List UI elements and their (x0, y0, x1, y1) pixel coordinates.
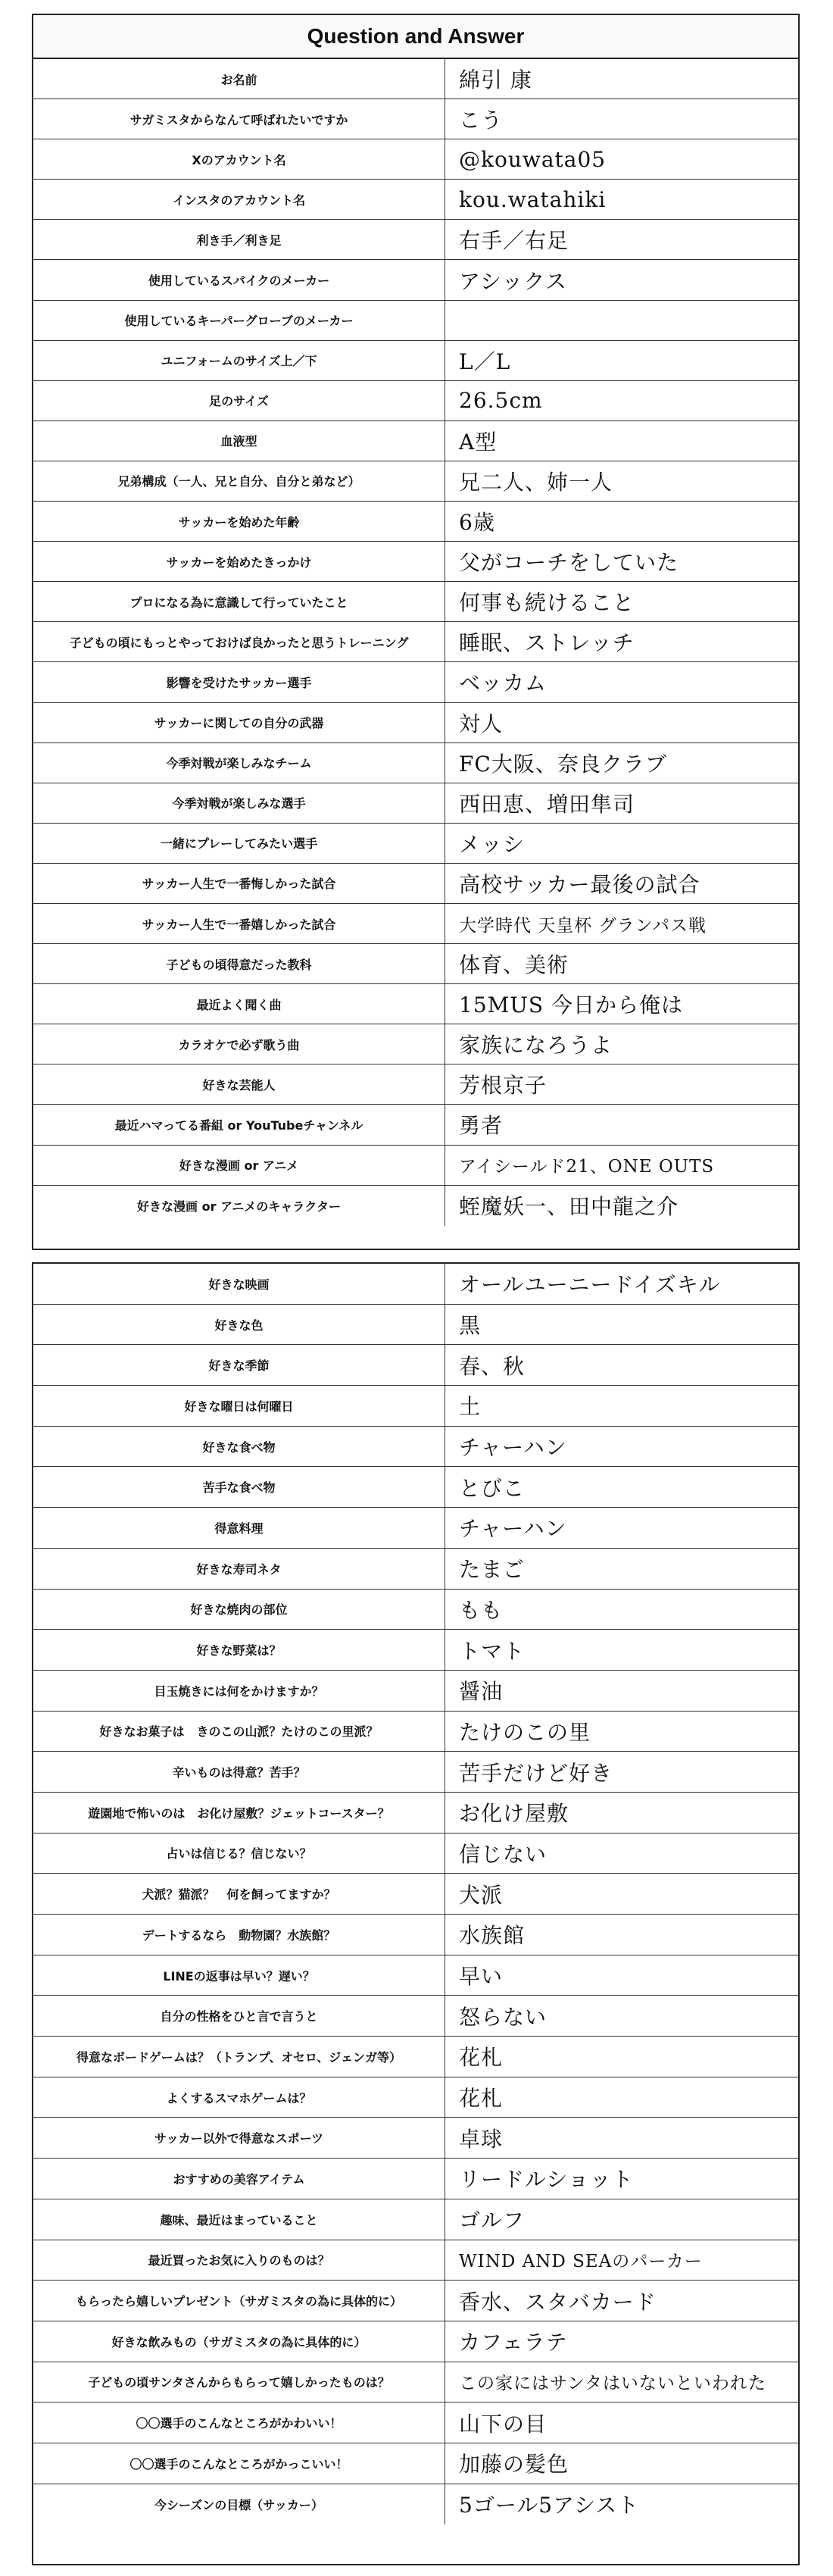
qa-row (33, 421, 798, 461)
qa-row (33, 341, 798, 381)
qa-row (33, 1064, 798, 1105)
question-label: 兄弟構成（一人、兄と自分、自分と弟など） (33, 461, 445, 501)
qa-row (33, 2362, 798, 2403)
qa-row (33, 1630, 798, 1671)
answer-text: A型 (459, 429, 498, 455)
answer-text: 大学時代 天皇杯 グランパス戦 (459, 915, 707, 936)
answer-text: 西田恵、増田隼司 (459, 791, 635, 817)
qa-row (33, 1386, 798, 1427)
question-label: 自分の性格をひと言で言うと (33, 1996, 445, 2036)
qa-row (33, 260, 798, 300)
question-label: サッカーを始めた年齢 (33, 502, 445, 541)
qa-row (33, 1264, 798, 1305)
question-label: 足のサイズ (33, 381, 445, 420)
answer-text: 香水、スタバカード (459, 2289, 657, 2315)
question-label: 最近買ったお気に入りのものは？ (33, 2240, 445, 2281)
qa-row (33, 984, 798, 1024)
qa-row (33, 2321, 798, 2362)
answer-text: 苦手だけど好き (459, 1760, 613, 1786)
answer-text: 高校サッカー最後の試合 (459, 871, 700, 897)
question-label: 好きな曜日は何曜日 (33, 1386, 445, 1426)
answer-text: 土 (459, 1394, 482, 1420)
question-label: サガミスタからなんて呼ばれたいですか (33, 99, 445, 139)
question-label: サッカー以外で得意なスポーツ (33, 2118, 445, 2158)
qa-row (33, 2484, 798, 2525)
answer-text: 信じない (459, 1841, 548, 1867)
answer-text: 綿引 康 (459, 67, 532, 93)
question-label: プロになる為に意識して行っていたこと (33, 582, 445, 621)
question-label: サッカーに関しての自分の武器 (33, 703, 445, 742)
qa-row (33, 662, 798, 702)
qa-row (33, 381, 798, 421)
question-label: 最近ハマってる番組 or YouTubeチャンネル (33, 1105, 445, 1144)
qa-row (33, 1793, 798, 1834)
answer-text: 犬派 (459, 1882, 504, 1908)
answer-text: たまご (459, 1557, 526, 1583)
question-label: サッカー人生で一番嬉しかった試合 (33, 904, 445, 943)
answer-text: 黒 (459, 1313, 482, 1339)
answer-text: こう (459, 108, 504, 133)
qa-row (33, 2402, 798, 2443)
qa-row (33, 542, 798, 582)
question-label: 〇〇選手のこんなところがかわいい！ (33, 2402, 445, 2443)
sheet-title: Question and Answer (33, 15, 798, 59)
qa-row (33, 2443, 798, 2484)
qa-row (33, 622, 798, 662)
qa-row (33, 1467, 798, 1508)
qa-row (33, 864, 798, 904)
answer-text: リードルショット (459, 2167, 634, 2193)
answer-text: 早い (459, 1964, 504, 1990)
question-label: Xのアカウント名 (33, 139, 445, 179)
question-label: 好きな飲みもの（サガミスタの為に具体的に） (33, 2321, 445, 2362)
qa-row (33, 2037, 798, 2077)
question-label: 一緒にプレーしてみたい選手 (33, 824, 445, 863)
answer-text: ゴルフ (459, 2208, 526, 2234)
answer-text: 勇者 (459, 1113, 504, 1139)
answer-text: 26.5cm (459, 388, 543, 414)
qa-row (33, 1427, 798, 1468)
answer-text: オールユーニードイズキル (459, 1272, 721, 1298)
answer-text (445, 301, 798, 340)
answer-text: 水族館 (459, 1923, 526, 1949)
answer-text: ベッカム (459, 671, 548, 696)
qa-row (33, 904, 798, 944)
question-label: おすすめの美容アイテム (33, 2159, 445, 2199)
qa-row (33, 743, 798, 783)
answer-text: お化け屋敷 (459, 1801, 569, 1827)
answer-text: もも (459, 1597, 504, 1623)
question-label: 使用しているスパイクのメーカー (33, 260, 445, 299)
qa-row (33, 2118, 798, 2159)
answer-text: 体育、美術 (459, 952, 569, 978)
answer-text: 花札 (459, 2045, 504, 2071)
qa-row (33, 824, 798, 864)
question-label: デートするなら 動物園？水族館？ (33, 1915, 445, 1955)
question-label: 血液型 (33, 421, 445, 461)
qa-row (33, 99, 798, 139)
question-label: サッカー人生で一番悔しかった試合 (33, 864, 445, 903)
qa-row (33, 1305, 798, 1346)
question-label: 好きな食べ物 (33, 1427, 445, 1467)
qa-row (33, 1874, 798, 1915)
qa-row (33, 2077, 798, 2118)
question-label: 子どもの頃にもっとやっておけば良かったと思うトレーニング (33, 622, 445, 661)
qa-row (33, 1712, 798, 1752)
qa-row (33, 1752, 798, 1793)
question-label: 好きな寿司ネタ (33, 1549, 445, 1589)
qa-rows (33, 59, 798, 1226)
answer-text: WIND AND SEAのパーカー (459, 2252, 703, 2272)
question-label: 得意料理 (33, 1508, 445, 1548)
question-label: 今シーズンの目標（サッカー） (33, 2484, 445, 2525)
question-label: よくするスマホゲームは？ (33, 2077, 445, 2118)
question-label: 得意なボードゲームは？（トランプ、オセロ、ジェンガ等） (33, 2037, 445, 2077)
qa-row (33, 1590, 798, 1630)
answer-text: 兄二人、姉一人 (459, 469, 613, 495)
question-label: 今季対戦が楽しみな選手 (33, 783, 445, 823)
answer-text: 蛭魔妖一、田中龍之介 (459, 1194, 679, 1220)
question-label: 最近よく聞く曲 (33, 984, 445, 1024)
question-label: 目玉焼きには何をかけますか？ (33, 1671, 445, 1711)
question-label: 好きな季節 (33, 1345, 445, 1385)
question-label: インスタのアカウント名 (33, 180, 445, 219)
qa-row (33, 1024, 798, 1064)
question-label: 好きな漫画 or アニメのキャラクター (33, 1186, 445, 1226)
qa-row (33, 2159, 798, 2199)
answer-text: 何事も続けること (459, 590, 635, 616)
question-label: 影響を受けたサッカー選手 (33, 662, 445, 702)
qa-row (33, 944, 798, 984)
question-label: 好きな芸能人 (33, 1064, 445, 1104)
question-label: 遊園地で怖いのは お化け屋敷？ジェットコースター？ (33, 1793, 445, 1833)
qa-row (33, 1186, 798, 1226)
question-label: カラオケで必ず歌う曲 (33, 1024, 445, 1064)
qa-sheet-page-2 (32, 1262, 800, 2565)
qa-row (33, 582, 798, 622)
qa-row (33, 1105, 798, 1145)
qa-row (33, 301, 798, 341)
answer-text: 家族になろうよ (459, 1033, 613, 1058)
answer-text: メッシ (459, 831, 526, 857)
qa-sheet-page-1 (32, 14, 800, 1250)
question-label: 趣味、最近はまっていること (33, 2199, 445, 2240)
question-label: 子どもの頃得意だった教科 (33, 944, 445, 983)
answer-text: アイシールド21、ONE OUTS (459, 1157, 715, 1177)
answer-text: 春、秋 (459, 1353, 526, 1379)
qa-rows (33, 1264, 798, 2524)
qa-row (33, 1549, 798, 1590)
question-label: 好きな漫画 or アニメ (33, 1146, 445, 1185)
answer-text: 山下の目 (459, 2411, 548, 2437)
qa-row (33, 1834, 798, 1874)
answer-text: 右手／右足 (459, 228, 569, 254)
answer-text: kou.watahiki (459, 186, 607, 212)
qa-row (33, 783, 798, 824)
answer-text: 怒らない (459, 2004, 548, 2030)
question-label: 占いは信じる？信じない？ (33, 1834, 445, 1874)
answer-text: L／L (459, 349, 511, 374)
answer-text: 醤油 (459, 1679, 504, 1705)
question-label: 使用しているキーパーグローブのメーカー (33, 301, 445, 340)
qa-row (33, 1146, 798, 1186)
qa-row (33, 1345, 798, 1386)
qa-row (33, 1996, 798, 2037)
question-label: 好きな焼肉の部位 (33, 1590, 445, 1630)
answer-text: 6歳 (459, 510, 495, 536)
answer-text: とびこ (459, 1475, 526, 1501)
question-label: 辛いものは得意？苦手？ (33, 1752, 445, 1792)
qa-row (33, 139, 798, 180)
qa-row (33, 1508, 798, 1549)
answer-text: 加藤の髪色 (459, 2452, 569, 2478)
answer-text: この家にはサンタはいないといわれた (459, 2374, 766, 2394)
answer-text: たけのこの里 (459, 1719, 591, 1745)
question-label: 好きな映画 (33, 1264, 445, 1304)
qa-row (33, 461, 798, 502)
question-label: ユニフォームのサイズ上／下 (33, 341, 445, 380)
question-label: サッカーを始めたきっかけ (33, 542, 445, 581)
qa-row (33, 703, 798, 743)
question-label: お名前 (33, 59, 445, 98)
question-label: 好きな野菜は？ (33, 1630, 445, 1670)
question-label: 利き手／利き足 (33, 220, 445, 259)
answer-text: 卓球 (459, 2126, 504, 2152)
qa-row (33, 59, 798, 99)
qa-row (33, 1915, 798, 1955)
answer-text: 花札 (459, 2086, 504, 2112)
question-label: もらったら嬉しいプレゼント（サガミスタの為に具体的に） (33, 2281, 445, 2321)
answer-text: 15MUS 今日から俺は (459, 993, 683, 1018)
answer-text: 対人 (459, 711, 504, 736)
answer-text: FC大阪、奈良クラブ (459, 751, 667, 777)
question-label: 犬派？猫派？ 何を飼ってますか？ (33, 1874, 445, 1914)
answer-text: 芳根京子 (459, 1073, 548, 1099)
qa-row (33, 1671, 798, 1712)
answer-text: アシックス (459, 268, 568, 294)
question-label: 好きなお菓子は きのこの山派？たけのこの里派？ (33, 1712, 445, 1752)
answer-text: カフェラテ (459, 2330, 568, 2356)
qa-row (33, 1955, 798, 1996)
qa-row (33, 220, 798, 260)
question-label: LINEの返事は早い？遅い？ (33, 1955, 445, 1996)
qa-row (33, 502, 798, 542)
qa-row (33, 2240, 798, 2281)
answer-text: @kouwata05 (459, 146, 607, 172)
answer-text: チャーハン (459, 1435, 567, 1461)
question-label: 〇〇選手のこんなところがかっこいい！ (33, 2443, 445, 2484)
question-label: 今季対戦が楽しみなチーム (33, 743, 445, 783)
question-label: 苦手な食べ物 (33, 1467, 445, 1507)
question-label: 好きな色 (33, 1305, 445, 1345)
answer-text: 父がコーチをしていた (459, 550, 679, 576)
qa-row (33, 2281, 798, 2321)
answer-text: 5ゴール5アシスト (459, 2493, 640, 2518)
qa-row (33, 2199, 798, 2240)
answer-text: トマト (459, 1638, 526, 1664)
answer-text: チャーハン (459, 1516, 567, 1542)
qa-row (33, 180, 798, 220)
answer-text: 睡眠、ストレッチ (459, 630, 635, 656)
question-label: 子どもの頃サンタさんからもらって嬉しかったものは？ (33, 2362, 445, 2402)
